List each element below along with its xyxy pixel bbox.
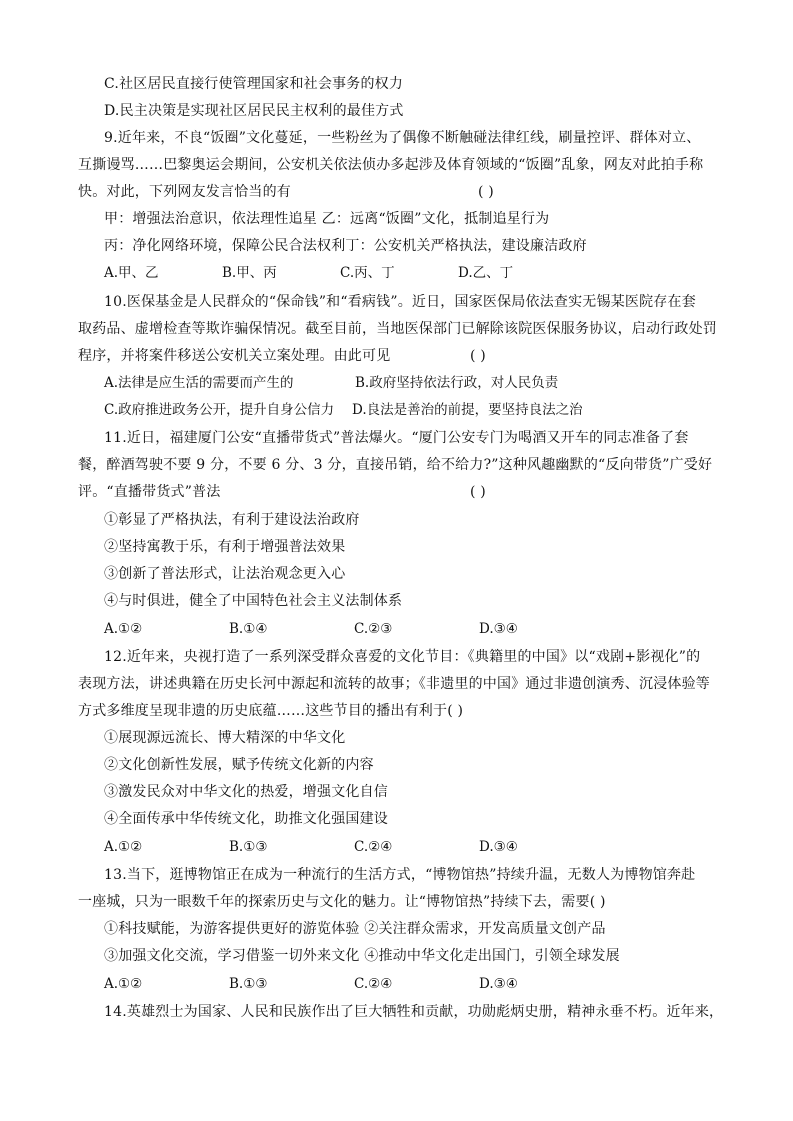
q11-stem-line2: 餐，醉酒驾驶不要 9 分，不要 6 分、3 分，直接吊销，给不给力?”这种风趣幽默的“反向带货”广受好	[78, 457, 713, 473]
q10-option-b: B.政府坚持依法行政，对人民负责	[355, 375, 559, 391]
q11-item-1: ①彰显了严格执法，有利于建设法治政府	[104, 512, 360, 528]
q13-stem-line2: 一座城，只为一眼数千年的探索历史与文化的魅力。让“博物馆热”持续下去，需要( )	[78, 894, 606, 910]
q12-item-2: ②文化创新性发展，赋予传统文化新的内容	[104, 757, 374, 773]
q10-option-a: A.法律是应生活的需要而产生的	[104, 375, 294, 391]
q12-option-d: D.③④	[479, 839, 518, 855]
q12-option-c: C.②④	[354, 839, 393, 855]
q12-option-a: A.①②	[104, 839, 143, 855]
q12-stem-line1: 12.近年来，央视打造了一系列深受群众喜爱的文化节目：《典籍里的中国》以“戏剧+影视化”的	[104, 649, 701, 665]
q9-statements-2: 丙：净化网络环境，保障公民合法权利丁：公安机关严格执法，建设廉洁政府	[104, 238, 587, 254]
q10-option-c: C.政府推进政务公开，提升自身公信力	[104, 402, 335, 418]
q9-option-b: B.甲、丙	[222, 265, 277, 281]
q11-answer-paren: ( )	[470, 484, 486, 500]
q13-option-c: C.②④	[354, 976, 393, 992]
q8-option-d: D.民主决策是实现社区居民民主权利的最佳方式	[104, 103, 404, 119]
q12-item-3: ③激发民众对中华文化的热爱，增强文化自信	[104, 784, 388, 800]
q11-item-4: ④与时俱进，健全了中国特色社会主义法制体系	[104, 593, 403, 609]
q10-stem-line2: 取药品、虚增检查等欺诈骗保情况。截至目前，当地医保部门已解除该院医保服务协议，启动行政处罚	[78, 321, 717, 337]
q13-option-d: D.③④	[479, 976, 518, 992]
q13-stem-line1: 13.当下，逛博物馆正在成为一种流行的生活方式，“博物馆热”持续升温，无数人为博物馆奔赴	[104, 867, 696, 883]
q12-option-b: B.①③	[229, 839, 268, 855]
q13-option-a: A.①②	[104, 976, 143, 992]
q11-stem-line1: 11.近日，福建厦门公安“直播带货式”普法爆火。“厦门公安专门为喝酒又开车的同志准备了套	[104, 430, 689, 446]
q10-option-d: D.良法是善治的前提，要坚持良法之治	[352, 402, 583, 418]
q11-item-2: ②坚持寓教于乐，有利于增强普法效果	[104, 539, 346, 555]
q9-option-c: C.丙、丁	[340, 265, 395, 281]
q13-items-line2: ③加强文化交流，学习借鉴一切外来文化 ④推动中华文化走出国门，引领全球发展	[104, 948, 620, 964]
q9-statements-1: 甲：增强法治意识，依法理性追星 乙：远离“饭圈”文化，抵制追星行为	[104, 211, 550, 227]
q14-stem-line1: 14.英雄烈士为国家、人民和民族作出了巨大牺牲和贡献，功勋彪炳史册，精神永垂不朽。近年来，	[104, 1004, 724, 1020]
q10-stem-line3: 程序，并将案件移送公安机关立案处理。由此可见	[78, 348, 391, 364]
q11-option-a: A.①②	[104, 621, 143, 637]
q12-stem-line3: 方式多维度呈现非遗的历史底蕴……这些节目的播出有利于( )	[78, 703, 464, 719]
q9-stem-line3: 快。对此，下列网友发言恰当的有	[78, 184, 291, 200]
q11-stem-line3: 评。“直播带货式”普法	[78, 484, 221, 500]
q9-stem-line1: 9.近年来，不良“饭圈”文化蔓延，一些粉丝为了偶像不断触碰法律红线，刷量控评、群体对立、	[104, 130, 701, 146]
q13-option-b: B.①③	[229, 976, 268, 992]
q9-option-d: D.乙、丁	[458, 265, 514, 281]
q12-stem-line2: 表现方法，讲述典籍在历史长河中源起和流转的故事；《非遗里的中国》通过非遗创演秀、沉浸体验等	[78, 676, 710, 692]
q9-stem-line2: 互撕谩骂……巴黎奥运会期间，公安机关依法侦办多起涉及体育领域的“饭圈”乱象，网友对此拍手称	[78, 157, 704, 173]
q11-item-3: ③创新了普法形式，让法治观念更入心	[104, 566, 346, 582]
q8-option-c: C.社区居民直接行使管理国家和社会事务的权力	[104, 76, 404, 92]
q11-option-d: D.③④	[479, 621, 518, 637]
q12-item-4: ④全面传承中华传统文化，助推文化强国建设	[104, 811, 388, 827]
q11-option-c: C.②③	[354, 621, 393, 637]
q11-option-b: B.①④	[229, 621, 268, 637]
q12-item-1: ①展现源远流长、博大精深的中华文化	[104, 730, 346, 746]
q10-stem-line1: 10.医保基金是人民群众的“保命钱”和“看病钱”。近日，国家医保局依法查实无锡某医院存在套	[104, 294, 696, 310]
q13-items-line1: ①科技赋能，为游客提供更好的游览体验 ②关注群众需求，开发高质量文创产品	[104, 921, 606, 937]
q9-option-a: A.甲、乙	[104, 265, 159, 281]
q9-answer-paren: ( )	[478, 184, 494, 200]
q10-answer-paren: ( )	[470, 348, 486, 364]
